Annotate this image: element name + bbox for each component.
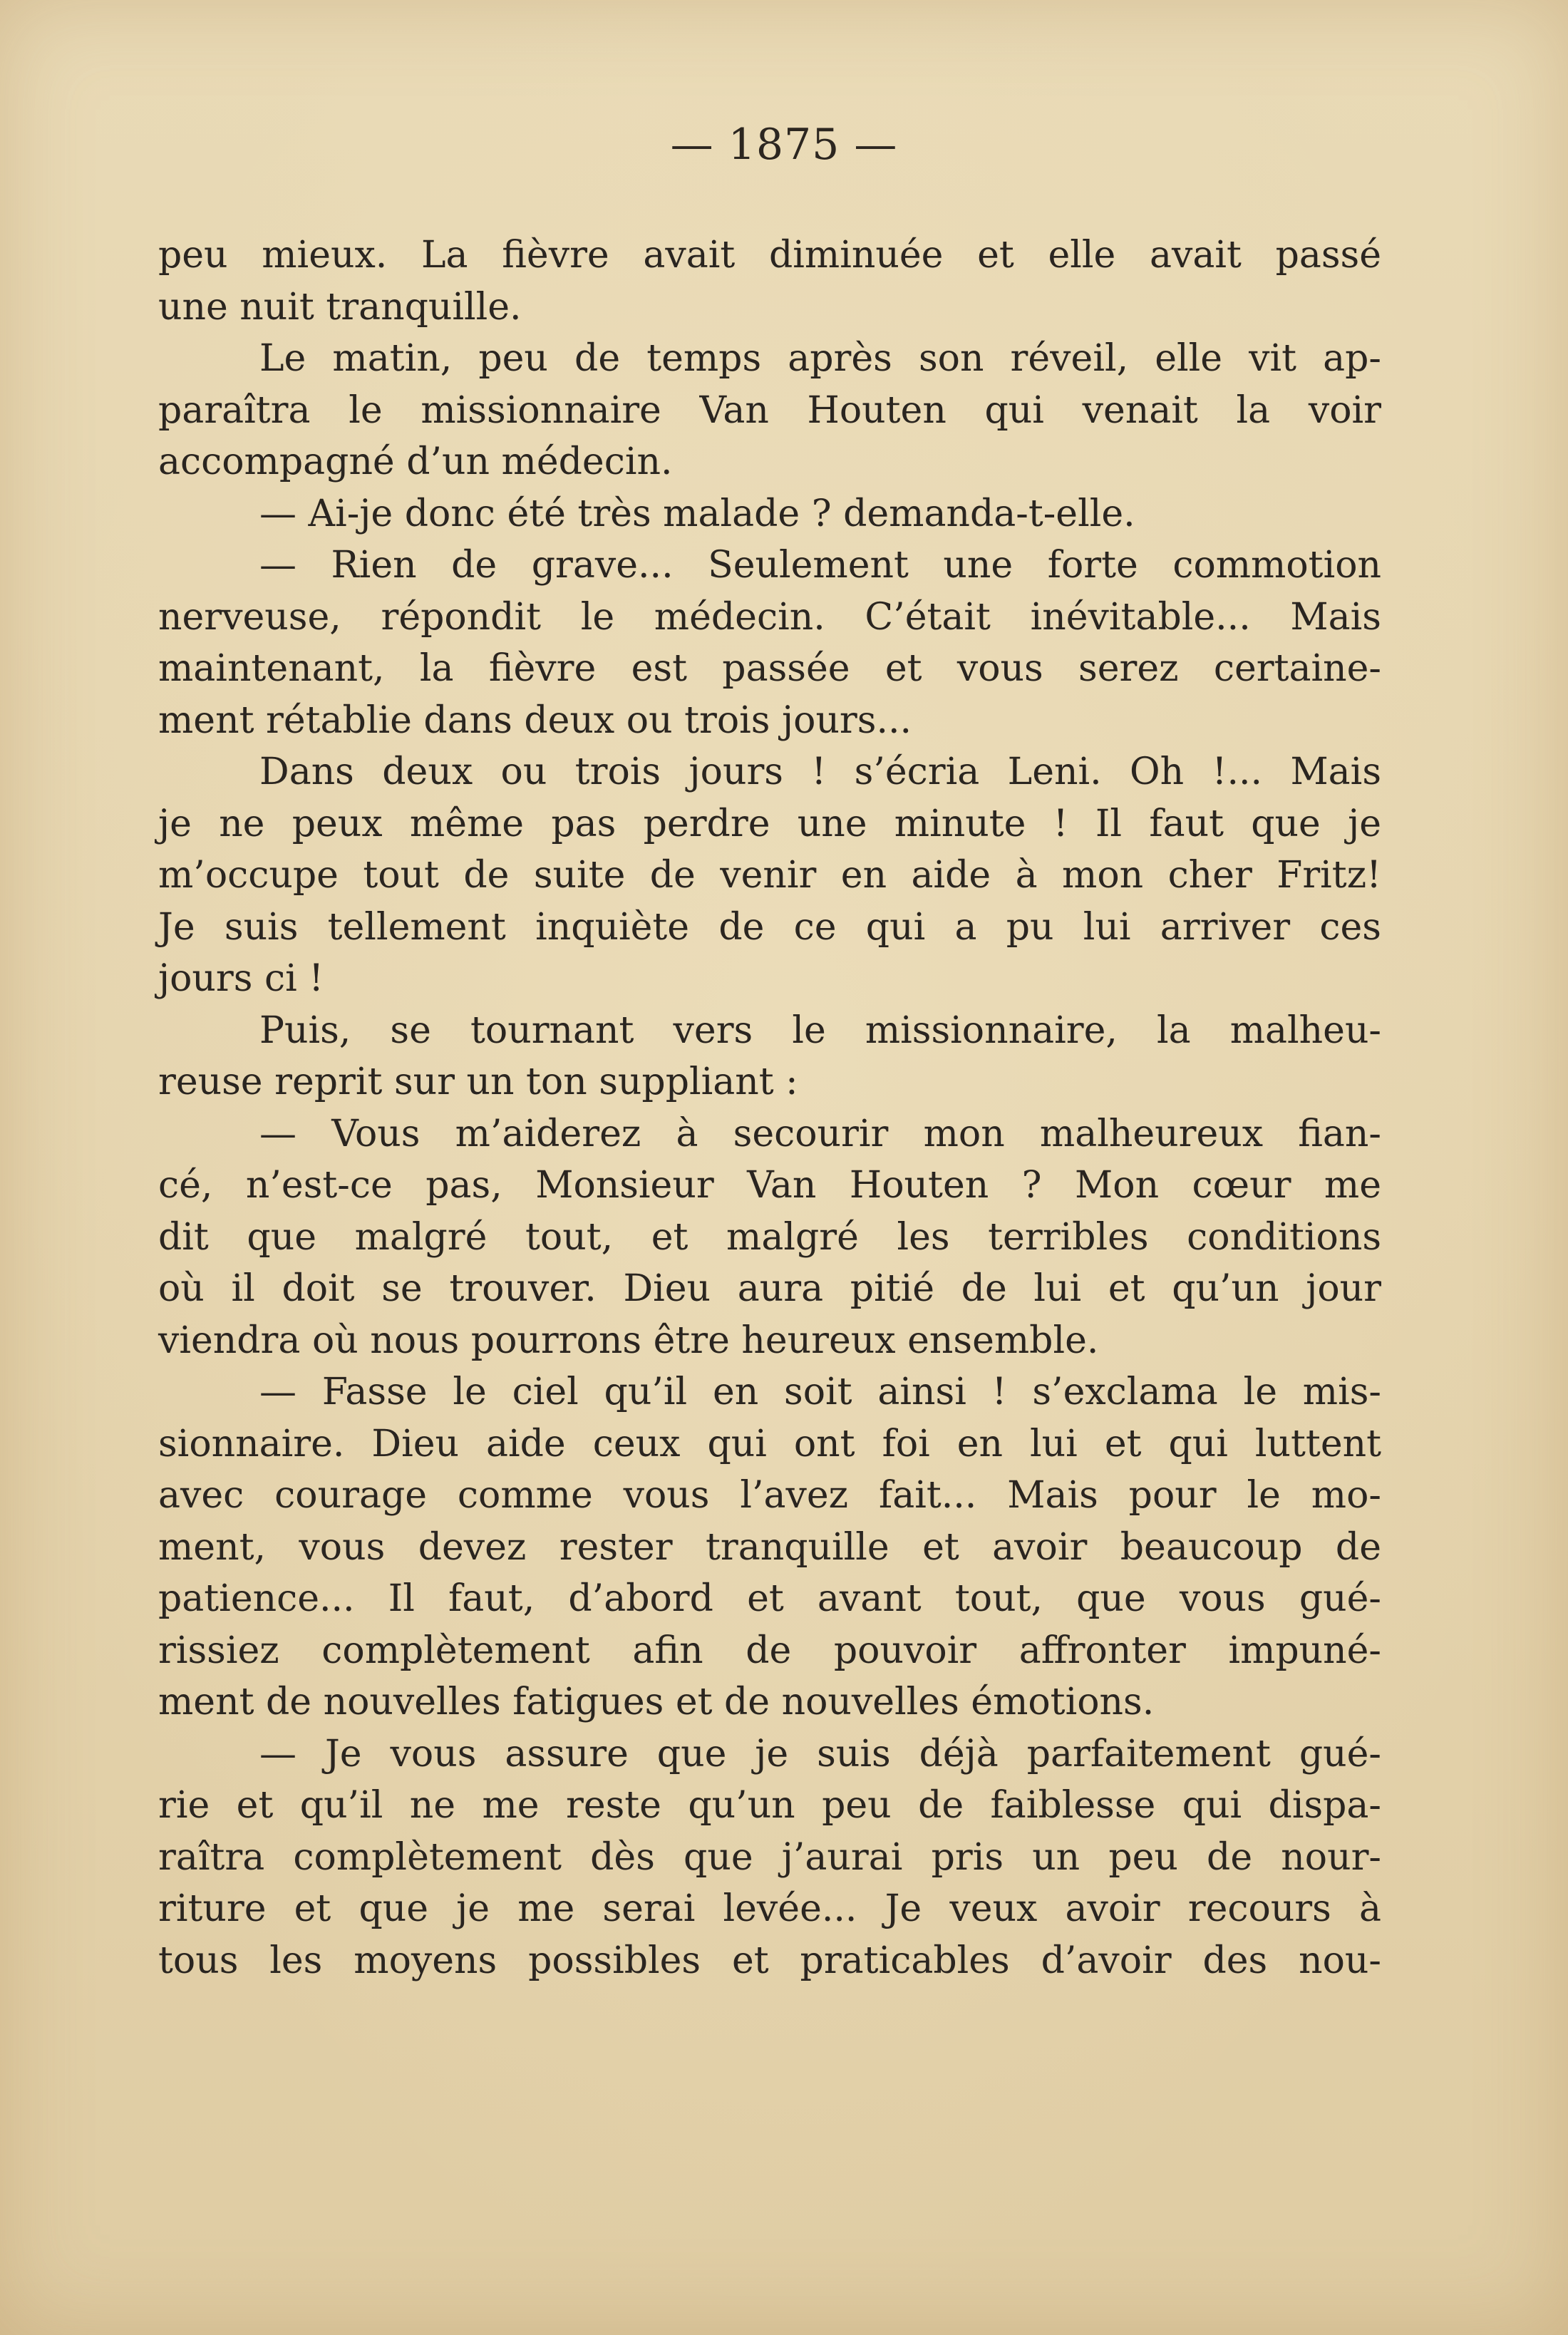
text-line: riture et que je me serai levée... Je veux avoir recours à <box>158 1887 1381 1930</box>
text-line: maintenant, la fièvre est passée et vous serez certaine- <box>158 647 1381 690</box>
text-line: Puis, se tournant vers le missionnaire, la malheu- <box>259 1009 1381 1052</box>
text-line: — Fasse le ciel qu’il en soit ainsi ! s’exclama le mis- <box>259 1371 1381 1413</box>
text-line: — Je vous assure que je suis déjà parfaitement gué- <box>259 1732 1381 1775</box>
text-line: avec courage comme vous l’avez fait... Mais pour le mo- <box>158 1474 1381 1517</box>
text-line: accompagné d’un médecin. <box>158 440 673 483</box>
text-line: je ne peux même pas perdre une minute ! Il faut que je <box>158 802 1381 845</box>
text-line: nerveuse, répondit le médecin. C’était inévitable... Mais <box>158 595 1381 639</box>
text-line: sionnaire. Dieu aide ceux qui ont foi en lui et qui luttent <box>158 1422 1381 1465</box>
text-line: — Ai-je donc été très malade ? demanda-t-elle. <box>259 492 1135 535</box>
text-line: m’occupe tout de suite de venir en aide à mon cher Fritz! <box>158 854 1381 897</box>
text-line: ment rétablie dans deux ou trois jours... <box>158 699 912 742</box>
text-line: reuse reprit sur un ton suppliant : <box>158 1061 798 1103</box>
text-line: Je suis tellement inquiète de ce qui a pu lui arriver ces <box>158 905 1381 949</box>
text-line: tous les moyens possibles et praticables d’avoir des nou- <box>158 1939 1381 1982</box>
text-line: rie et qu’il ne me reste qu’un peu de faiblesse qui dispa- <box>158 1784 1381 1827</box>
text-line: raîtra complètement dès que j’aurai pris un peu de nour- <box>158 1835 1381 1879</box>
text-line: cé, n’est-ce pas, Monsieur Van Houten ? Mon cœur me <box>158 1164 1381 1207</box>
text-line: — Rien de grave... Seulement une forte commotion <box>259 544 1381 587</box>
text-line: jours ci ! <box>158 957 324 1000</box>
body-text <box>158 230 1381 1986</box>
text-line: patience... Il faut, d’abord et avant tout, que vous gué- <box>158 1577 1381 1620</box>
text-line: où il doit se trouver. Dieu aura pitié de lui et qu’un jour <box>158 1267 1381 1310</box>
page-number: — 1875 — <box>670 120 898 170</box>
text-line: Le matin, peu de temps après son réveil, elle vit ap- <box>259 337 1381 380</box>
text-line: ment de nouvelles fatigues et de nouvelles émotions. <box>158 1681 1155 1723</box>
text-line: dit que malgré tout, et malgré les terribles conditions <box>158 1215 1381 1259</box>
text-line: viendra où nous pourrons être heureux ensemble. <box>158 1319 1099 1362</box>
text-line: rissiez complètement afin de pouvoir affronter impuné- <box>158 1629 1381 1672</box>
text-line: une nuit tranquille. <box>158 285 522 329</box>
text-line: Dans deux ou trois jours ! s’écria Leni. Oh !... Mais <box>259 751 1381 793</box>
text-line: — Vous m’aiderez à secourir mon malheureux fian- <box>259 1112 1381 1155</box>
text-line: paraîtra le missionnaire Van Houten qui venait la voir <box>158 388 1381 432</box>
text-line: peu mieux. La fièvre avait diminuée et elle avait passé <box>158 234 1381 277</box>
text-line: ment, vous devez rester tranquille et avoir beaucoup de <box>158 1525 1381 1569</box>
